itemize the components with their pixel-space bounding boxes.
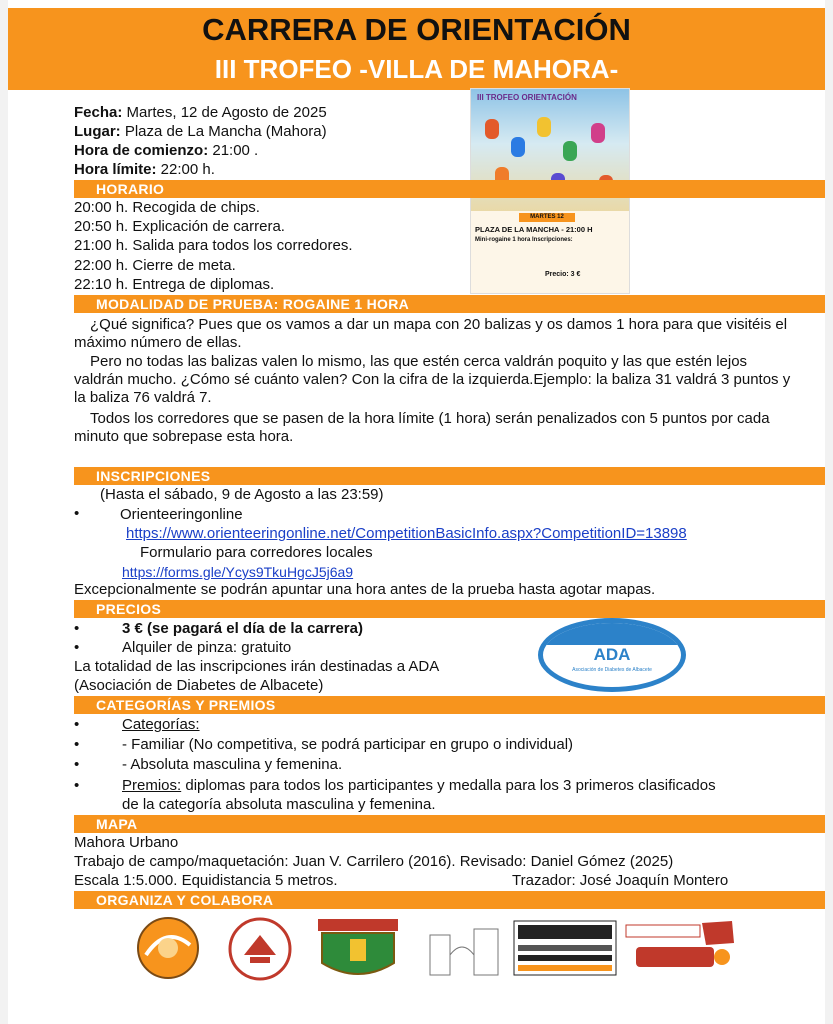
lugar-label: Lugar:: [74, 123, 121, 140]
poster-title: III TROFEO ORIENTACIÓN: [477, 93, 577, 102]
bullet: •: [74, 620, 80, 637]
lugar-value: Plaza de La Mancha (Mahora): [120, 123, 327, 140]
inscripciones-deadline: (Hasta el sábado, 9 de Agosto a las 23:59): [100, 486, 384, 503]
bullet: •: [74, 777, 80, 794]
section-horario: HORARIO: [74, 180, 825, 198]
mapa-scale: Escala 1:5.000. Equidistancia 5 metros.: [74, 872, 338, 889]
bullet: •: [74, 639, 80, 656]
formulario-label: Formulario para corredores locales: [140, 544, 373, 561]
modalidad-paragraph-1: ¿Qué significa? Pues que os vamos a dar un mapa con 20 balizas y os damos 1 hora para que visitéis el máximo número de ellas.: [74, 316, 788, 351]
ada-logo: [538, 618, 686, 692]
bullet: •: [74, 756, 80, 773]
section-precios: PRECIOS: [74, 600, 825, 618]
bmt-casas-de-ves-logo: [510, 915, 620, 981]
mapa-trazador: Trazador: José Joaquín Montero: [512, 872, 729, 889]
fecha-line: [74, 104, 327, 122]
modalidad-paragraph-3: Todos los corredores que se pasen de la hora límite (1 hora) serán penalizados con 5 puntos por cada minuto que sobrepase esta hora.: [74, 410, 770, 445]
formulario-link[interactable]: [122, 563, 353, 581]
section-categorias: CATEGORÍAS Y PREMIOS: [74, 696, 825, 714]
ada-logo-text: ADA: [593, 645, 631, 664]
premios-text: diplomas para todos los participantes y medalla para los 3 primeros clasificados: [181, 777, 716, 794]
orienteeringonline-link[interactable]: [126, 525, 687, 543]
precios-note-1: La totalidad de las inscripciones irán destinadas a ADA: [74, 658, 440, 675]
limite-label: Hora límite:: [74, 161, 157, 178]
formulario-url[interactable]: https://forms.gle/Ycys9TkuHgcJ5j6a9: [122, 564, 354, 580]
mahora-coat-of-arms: [308, 915, 408, 981]
mapa-name: Mahora Urbano: [74, 834, 179, 851]
orientacion-mahora-logo: [126, 915, 216, 981]
section-inscripciones: INSCRIPCIONES: [74, 467, 825, 485]
section-modalidad: MODALIDAD DE PRUEBA: ROGAINE 1 HORA: [74, 295, 825, 313]
premios-line: [122, 777, 716, 795]
title-banner: [8, 8, 825, 90]
section-organiza: ORGANIZA Y COLABORA: [74, 891, 825, 909]
poster-place: PLAZA DE LA MANCHA - 21:00 H: [475, 225, 593, 234]
bullet: •: [74, 716, 80, 733]
comienzo-label: Hora de comienzo:: [74, 142, 209, 159]
section-mapa: MAPA: [74, 815, 825, 833]
runner-icon: [591, 123, 605, 143]
ada-logo-skyline: [543, 623, 681, 645]
ada-logo-subtext: Asociación de Diabetes de Albacete: [572, 667, 652, 673]
horario-item: 20:00 h. Recogida de chips.: [74, 199, 260, 216]
limite-line: [74, 161, 215, 179]
orienteeringonline-url[interactable]: https://www.orienteeringonline.net/CompetitionBasicInfo.aspx?CompetitionID=13898: [126, 525, 687, 542]
horario-item: 22:10 h. Entrega de diplomas.: [74, 276, 275, 293]
horario-item: 21:00 h. Salida para todos los corredores.: [74, 237, 353, 254]
runner-icon: [563, 141, 577, 161]
fedo-fecamado-logo: [622, 915, 740, 981]
mapa-credits: Trabajo de campo/maquetación: Juan V. Carrilero (2016). Revisado: Daniel Gómez (2025): [74, 853, 674, 870]
comienzo-line: [74, 142, 258, 160]
poster-price: Precio: 3 €: [545, 271, 581, 278]
bullet: •: [74, 505, 80, 522]
fecha-label: Fecha:: [74, 104, 123, 121]
poster-line-2: Mini-rogaine 1 hora Inscripciones:: [475, 237, 573, 243]
premios-line-2: de la categoría absoluta masculina y femenina.: [122, 796, 436, 813]
premios-label: Premios:: [122, 777, 182, 794]
categoria-absoluta: - Absoluta masculina y femenina.: [122, 756, 343, 773]
precios-note-2: (Asociación de Diabetes de Albacete): [74, 677, 324, 694]
runner-icon: [511, 137, 525, 157]
page-subtitle: III TROFEO -VILLA DE MAHORA-: [214, 54, 619, 84]
orienteeringonline-label: Orienteeringonline: [120, 506, 243, 523]
fecha-value: Martes, 12 de Agosto de 2025: [122, 104, 327, 121]
categorias-label: Categorías:: [122, 716, 200, 733]
page-title: CARRERA DE ORIENTACIÓN: [202, 12, 631, 47]
horario-item: 22:00 h. Cierre de meta.: [74, 257, 236, 274]
comienzo-value: 21:00 .: [208, 142, 259, 159]
categoria-familiar: - Familiar (No competitiva, se podrá participar en grupo o individual): [122, 736, 574, 753]
inscripciones-note: Excepcionalmente se podrán apuntar una hora antes de la prueba hasta agotar mapas.: [74, 581, 656, 598]
bullet: •: [74, 736, 80, 753]
lugar-line: [74, 123, 327, 141]
pinza-item: Alquiler de pinza: gratuito: [122, 639, 292, 656]
modalidad-paragraph-2: Pero no todas las balizas valen lo mismo, las que estén cerca valdrán poquito y las que estén lejos valdrán mucho. ¿Cómo sé cuánto valen? Con la cifra de la izquierda.Ejemplo: la baliza 31 valdrá 3 puntos y la baliza 76 valdrá 7.: [74, 353, 791, 406]
runner-icon: [485, 119, 499, 139]
runner-icon: [537, 117, 551, 137]
poster-date-tag: MARTES 12: [519, 213, 575, 222]
page: [8, 0, 825, 1024]
precio-item: 3 € (se pagará el día de la carrera): [122, 620, 363, 637]
limite-value: 22:00 h.: [156, 161, 215, 178]
almansa-o-logo: [216, 915, 304, 981]
castle-sketch-logo: [420, 915, 508, 981]
horario-item: 20:50 h. Explicación de carrera.: [74, 218, 285, 235]
